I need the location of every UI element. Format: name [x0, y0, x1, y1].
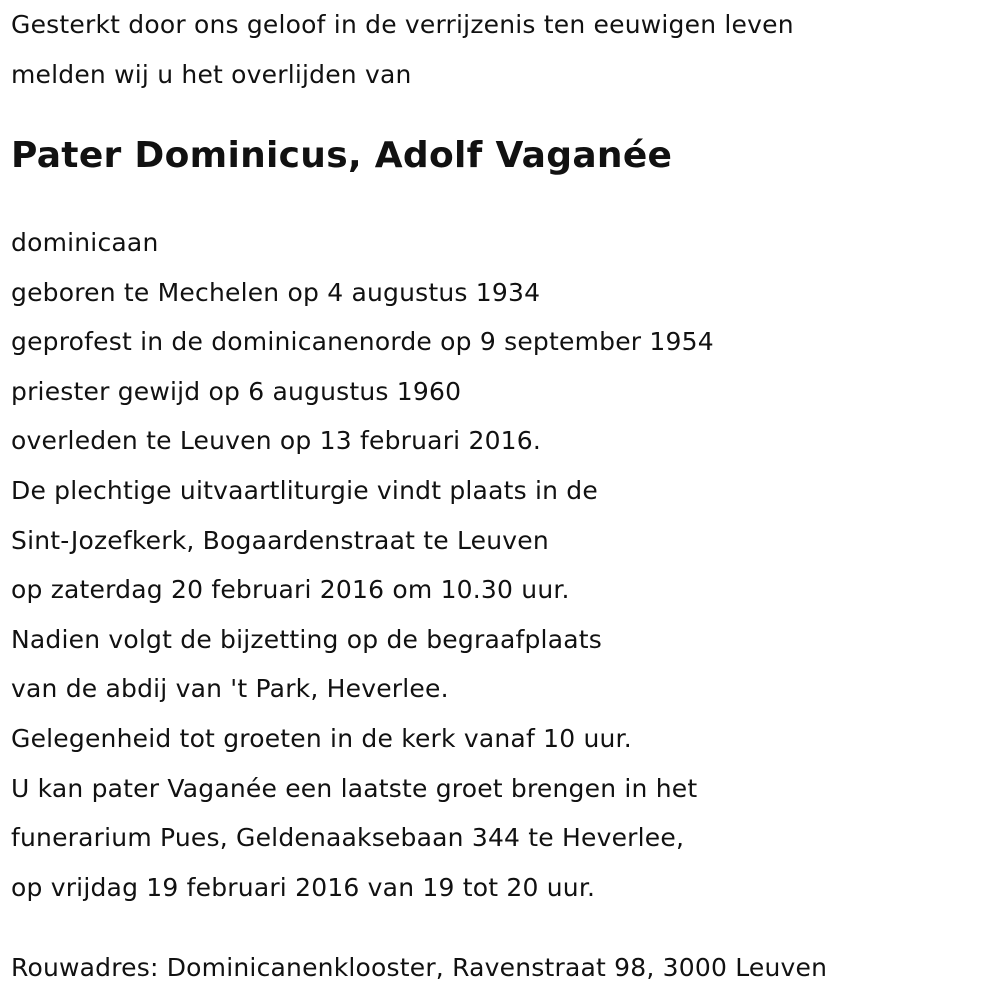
detail-line: Sint-Jozefkerk, Bogaardenstraat te Leuven: [11, 525, 549, 555]
mourning-address: Rouwadres: Dominicanenklooster, Ravenstraat 98, 3000 Leuven: [11, 953, 828, 982]
detail-line: De plechtige uitvaartliturgie vindt plaats in de: [11, 475, 598, 505]
detail-line: Gelegenheid tot groeten in de kerk vanaf 10 uur.: [11, 723, 632, 753]
detail-line: dominicaan: [11, 228, 159, 257]
intro-line-2: melden wij u het overlijden van: [11, 60, 412, 89]
detail-line: op vrijdag 19 februari 2016 van 19 tot 20 uur.: [11, 872, 596, 902]
detail-line: geboren te Mechelen op 4 augustus 1934: [11, 277, 541, 307]
detail-line: overleden te Leuven op 13 februari 2016.: [11, 426, 542, 456]
details-block: [11, 230, 714, 924]
detail-line: geprofest in de dominicanenorde op 9 september 1954: [11, 327, 714, 357]
detail-line: funerarium Pues, Geldenaaksebaan 344 te Heverlee,: [11, 823, 685, 853]
detail-line: Nadien volgt de bijzetting op de begraafplaats: [11, 624, 602, 654]
deceased-name: Pater Dominicus, Adolf Vaganée: [11, 135, 673, 176]
detail-line: priester gewijd op 6 augustus 1960: [11, 376, 462, 406]
detail-line: van de abdij van 't Park, Heverlee.: [11, 674, 449, 704]
detail-line: op zaterdag 20 februari 2016 om 10.30 uur.: [11, 575, 570, 605]
detail-line: U kan pater Vaganée een laatste groet brengen in het: [11, 773, 698, 803]
intro-line-1: Gesterkt door ons geloof in de verrijzenis ten eeuwigen leven: [11, 10, 794, 39]
